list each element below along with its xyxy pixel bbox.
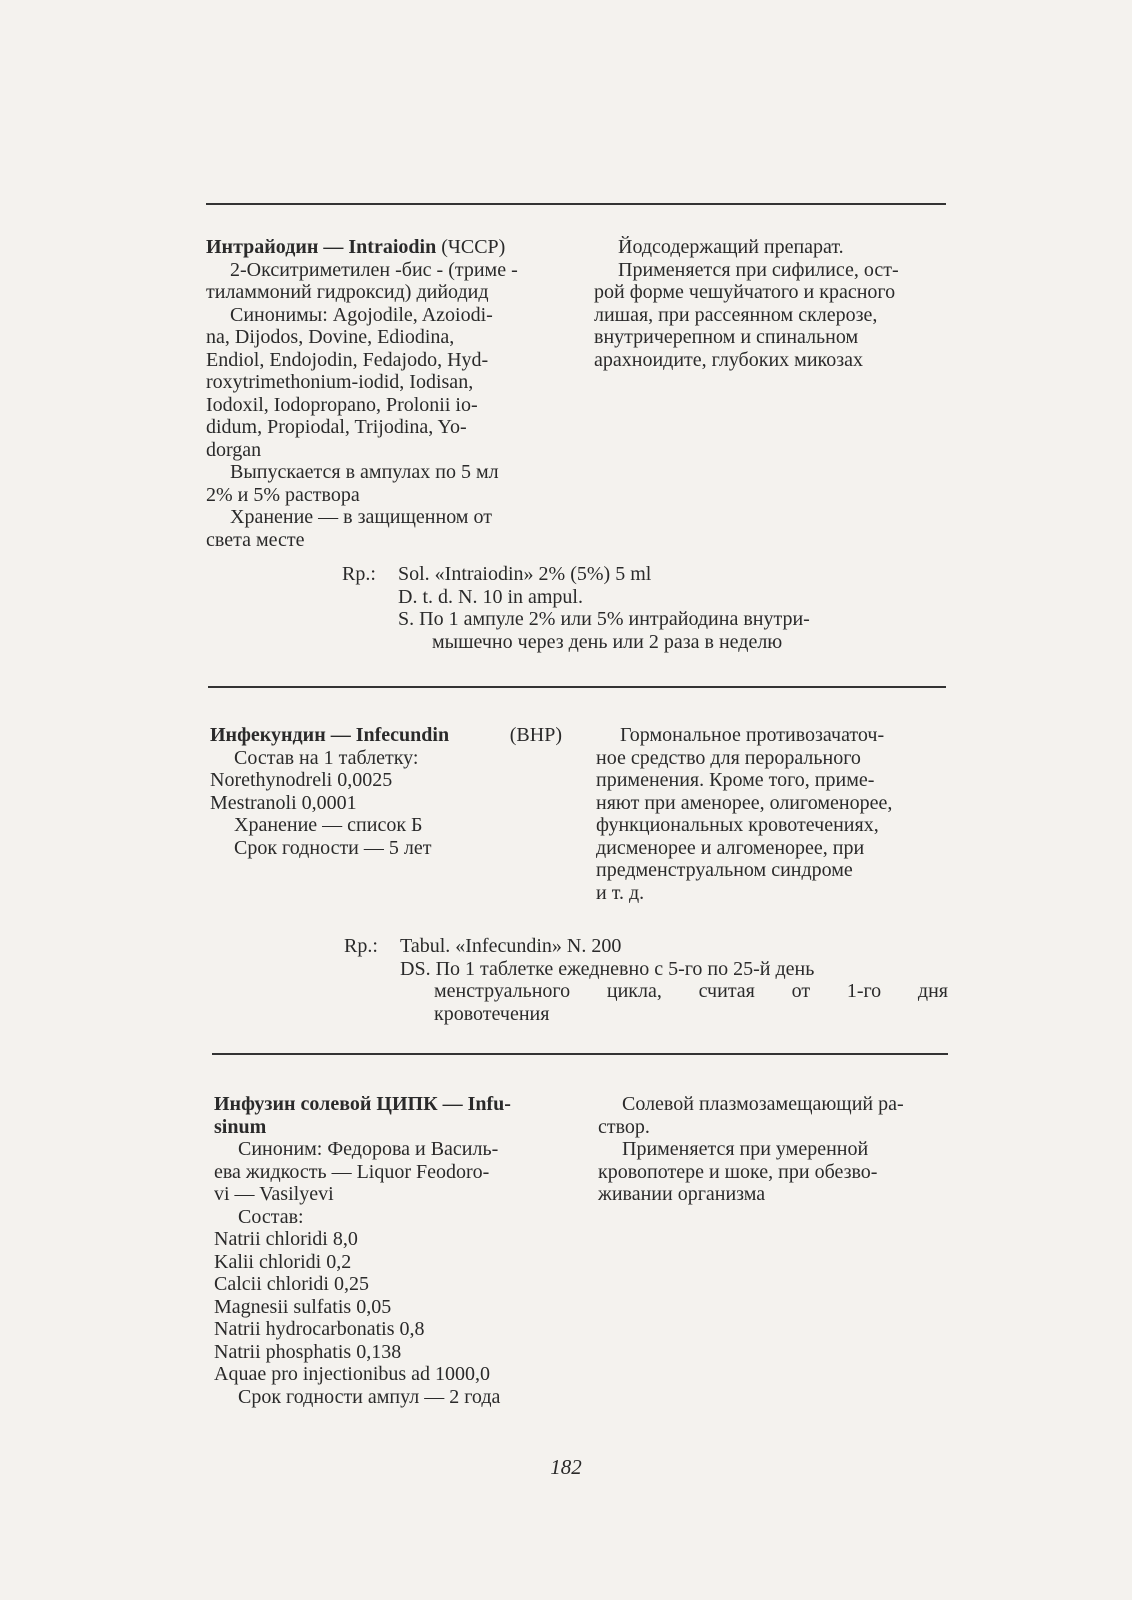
entry-infecundin-right <box>596 724 948 904</box>
text-line: ное средство для перорального <box>596 746 861 769</box>
prescription-intraiodin <box>342 563 946 653</box>
text-line: ева жидкость — Liquor Feodoro- <box>214 1160 490 1183</box>
entry-intraiodin-left <box>206 236 558 551</box>
text-line: 2% и 5% раствора <box>206 483 360 506</box>
text-line: Состав на 1 таблетку: <box>234 746 419 769</box>
text-line: 2-Окситриметилен -бис - (триме - <box>230 258 518 281</box>
entry-intraiodin-right <box>594 236 946 371</box>
text-line: Natrii chloridi 8,0 <box>214 1228 358 1250</box>
text-line: няют при аменорее, олигоменорее, <box>596 791 893 814</box>
text-line: тиламмоний гидроксид) дийодид <box>206 281 489 303</box>
text-line: dorgan <box>206 438 262 461</box>
text-line: внутричерепном и спинальном <box>594 326 859 348</box>
entry-infecundin-left <box>210 724 562 859</box>
text-line: Endiol, Endojodin, Fedajodo, Hyd- <box>206 348 489 371</box>
entry-infusinum-right <box>598 1093 948 1206</box>
separator-rule <box>208 686 946 688</box>
text-line: Срок годности — 5 лет <box>234 836 432 859</box>
text-line: Mestranoli 0,0001 <box>210 791 357 814</box>
text-line: кровопотере и шоке, при обезво- <box>598 1160 878 1183</box>
text-line: Синонимы: Agojodile, Azoiodi- <box>230 303 493 326</box>
text-line: света месте <box>206 528 305 551</box>
rx-line: мышечно через день или 2 раза в неделю <box>432 630 783 653</box>
text-line: Срок годности ампул — 2 года <box>238 1385 501 1408</box>
text-line: лишая, при рассеянном склерозе, <box>594 303 878 326</box>
text-line: Применяется при сифилисе, ост- <box>618 258 899 281</box>
entry-infusinum-left <box>214 1093 564 1408</box>
rx-line: Sol. «Intraiodin» 2% (5%) 5 ml <box>398 563 652 585</box>
text-line: Гормональное противозачаточ- <box>620 724 885 746</box>
text-line: Aquae pro injectionibus ad 1000,0 <box>214 1363 491 1385</box>
separator-rule <box>206 203 946 205</box>
text-line: створ. <box>598 1115 650 1138</box>
text-line: и т. д. <box>596 881 645 904</box>
text-line: рой форме чешуйчатого и красного <box>594 281 896 303</box>
page-number: 182 <box>550 1455 582 1479</box>
text-line: na, Dijodos, Dovine, Ediodina, <box>206 326 455 348</box>
text-line: дисменорее и алгоменорее, при <box>596 836 865 859</box>
text-line: didum, Propiodal, Trijodina, Yo- <box>206 416 467 438</box>
rx-line: менструального цикла, считая от 1-го дня <box>434 980 948 1002</box>
text-line: Calcii chloridi 0,25 <box>214 1273 369 1295</box>
text-line: Йодсодержащий препарат. <box>618 236 844 258</box>
separator-rule <box>212 1053 948 1055</box>
text-line: Natrii hydrocarbonatis 0,8 <box>214 1318 425 1340</box>
text-line: roxytrimethonium-iodid, Iodisan, <box>206 371 474 393</box>
text-line: Norethynodreli 0,0025 <box>210 769 393 791</box>
text-line: Синоним: Федорова и Василь- <box>238 1138 499 1160</box>
rx-label: Rp.: <box>344 935 378 957</box>
text-line: применения. Кроме того, приме- <box>596 769 875 791</box>
text-line: Iodoxil, Iodopropano, Prolonii io- <box>206 393 478 416</box>
entry-title: Интрайодин — Intraiodin (ЧССР) <box>206 236 506 258</box>
text-line: Natrii phosphatis 0,138 <box>214 1340 402 1363</box>
entry-title: Инфузин солевой ЦИПК — Infu- <box>214 1093 511 1115</box>
rx-line: кровотечения <box>434 1002 550 1025</box>
text-line: Хранение — в защищенном от <box>230 506 492 528</box>
rx-line: Tabul. «Infecundin» N. 200 <box>400 935 622 957</box>
text-line: Состав: <box>238 1205 304 1228</box>
entry-title: sinum <box>214 1115 267 1138</box>
entry-title: Инфекундин — Infecundin (ВНР) <box>210 724 562 746</box>
text-line: предменструальном синдроме <box>596 859 853 881</box>
prescription-infecundin <box>344 935 948 1025</box>
text-line: живании организма <box>598 1183 766 1205</box>
text-line: Kalii chloridi 0,2 <box>214 1250 352 1273</box>
text-line: Хранение — список Б <box>234 814 423 836</box>
text-line: Солевой плазмозамещающий ра- <box>622 1093 904 1115</box>
text-line: функциональных кровотечениях, <box>596 814 879 836</box>
text-line: Применяется при умеренной <box>622 1138 869 1160</box>
text-line: Magnesii sulfatis 0,05 <box>214 1295 392 1318</box>
rx-line: D. t. d. N. 10 in ampul. <box>398 585 583 608</box>
rx-label: Rp.: <box>342 563 376 585</box>
text-line: арахноидите, глубоких микозах <box>594 348 863 371</box>
text-line: vi — Vasilyevi <box>214 1183 334 1205</box>
text-line: Выпускается в ампулах по 5 мл <box>230 461 499 483</box>
rx-line: S. По 1 ампуле 2% или 5% интрайодина внутри- <box>398 608 810 630</box>
rx-line: DS. По 1 таблетке ежедневно с 5-го по 25-й день <box>400 957 815 980</box>
